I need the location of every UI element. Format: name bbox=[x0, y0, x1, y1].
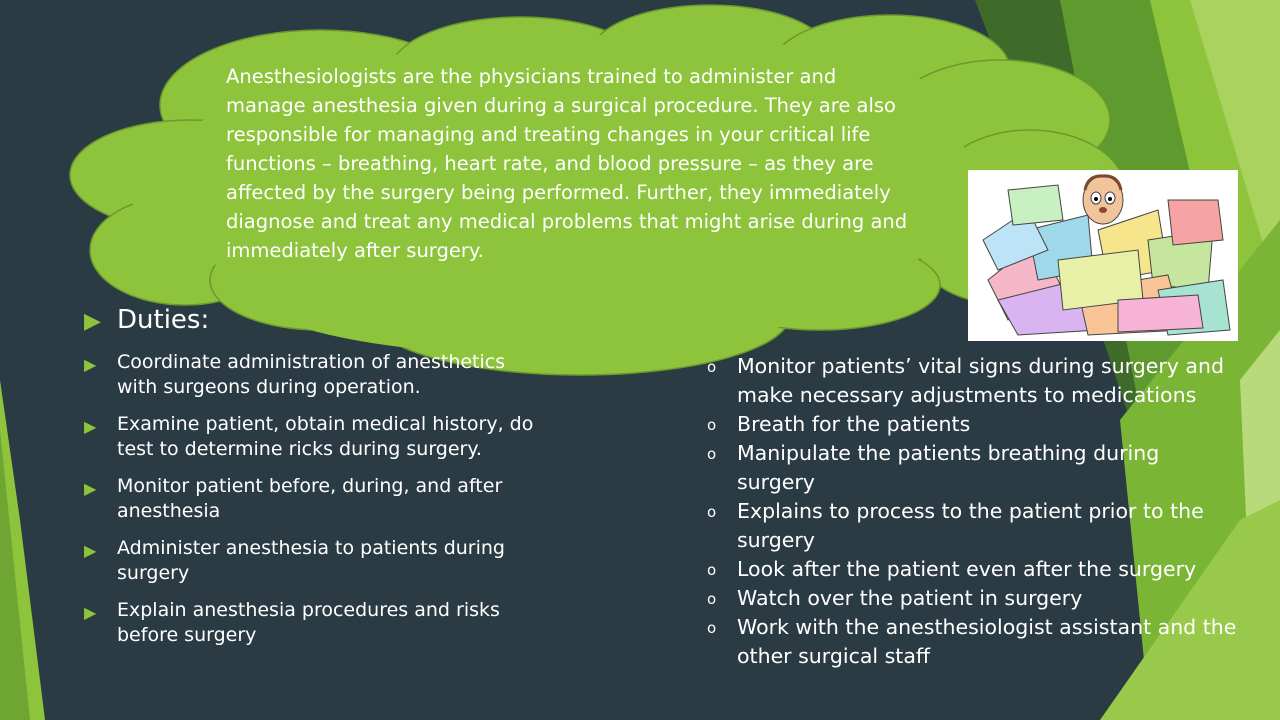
list-item: ▶ Examine patient, obtain medical history, do test to determine ricks during surgery. bbox=[84, 413, 534, 460]
circle-bullet-icon: o bbox=[707, 590, 717, 608]
circle-bullet-icon: o bbox=[707, 503, 717, 521]
list-item: o Breath for the patients bbox=[707, 410, 1237, 439]
arrow-bullet-icon: ▶ bbox=[84, 479, 97, 498]
list-item: o Work with the anesthesiologist assistant and the other surgical staff bbox=[707, 615, 1237, 668]
duties-heading bbox=[84, 304, 209, 336]
list-item: o Monitor patients’ vital signs during surgery and make necessary adjustments to medications bbox=[707, 354, 1224, 407]
list-item: ▶ Administer anesthesia to patients during surgery bbox=[84, 537, 505, 584]
clipart-image bbox=[968, 170, 1238, 341]
list-item: o Explains to process to the patient prior to the surgery bbox=[707, 499, 1204, 552]
circle-bullet-icon: o bbox=[707, 445, 717, 463]
list-item: o Manipulate the patients breathing during surgery bbox=[707, 441, 1160, 494]
list-item: ▶ Explain anesthesia procedures and risks before surgery bbox=[84, 599, 500, 646]
responsibilities-list bbox=[707, 352, 1237, 671]
buried-in-papers-icon bbox=[968, 170, 1238, 341]
circle-bullet-icon: o bbox=[707, 358, 717, 376]
arrow-bullet-icon: ▶ bbox=[84, 309, 101, 334]
list-item: o Look after the patient even after the surgery bbox=[707, 555, 1237, 584]
circle-bullet-icon: o bbox=[707, 619, 717, 637]
arrow-bullet-icon: ▶ bbox=[84, 541, 97, 560]
circle-bullet-icon: o bbox=[707, 561, 717, 579]
circle-bullet-icon: o bbox=[707, 416, 717, 434]
list-item: o Watch over the patient in surgery bbox=[707, 584, 1237, 613]
arrow-bullet-icon: ▶ bbox=[84, 417, 97, 436]
arrow-bullet-icon: ▶ bbox=[84, 603, 97, 622]
duties-list bbox=[84, 350, 544, 660]
list-item: ▶ Monitor patient before, during, and after anesthesia bbox=[84, 475, 503, 522]
arrow-bullet-icon: ▶ bbox=[84, 355, 97, 374]
cloud-description: Anesthesiologists are the physicians trained to administer and manage anesthesia given during a surgical procedure. They are also responsible for managing and treating changes in your critical life functions – breathing, heart rate, and blood pressure – as they are affected by the surgery being performed. Further, they immediately diagnose and treat any medical problems that might arise during and immediately after surgery. bbox=[226, 65, 908, 262]
duties-heading-text: Duties: bbox=[117, 305, 210, 335]
list-item: ▶ Coordinate administration of anesthetics with surgeons during operation. bbox=[84, 351, 506, 398]
